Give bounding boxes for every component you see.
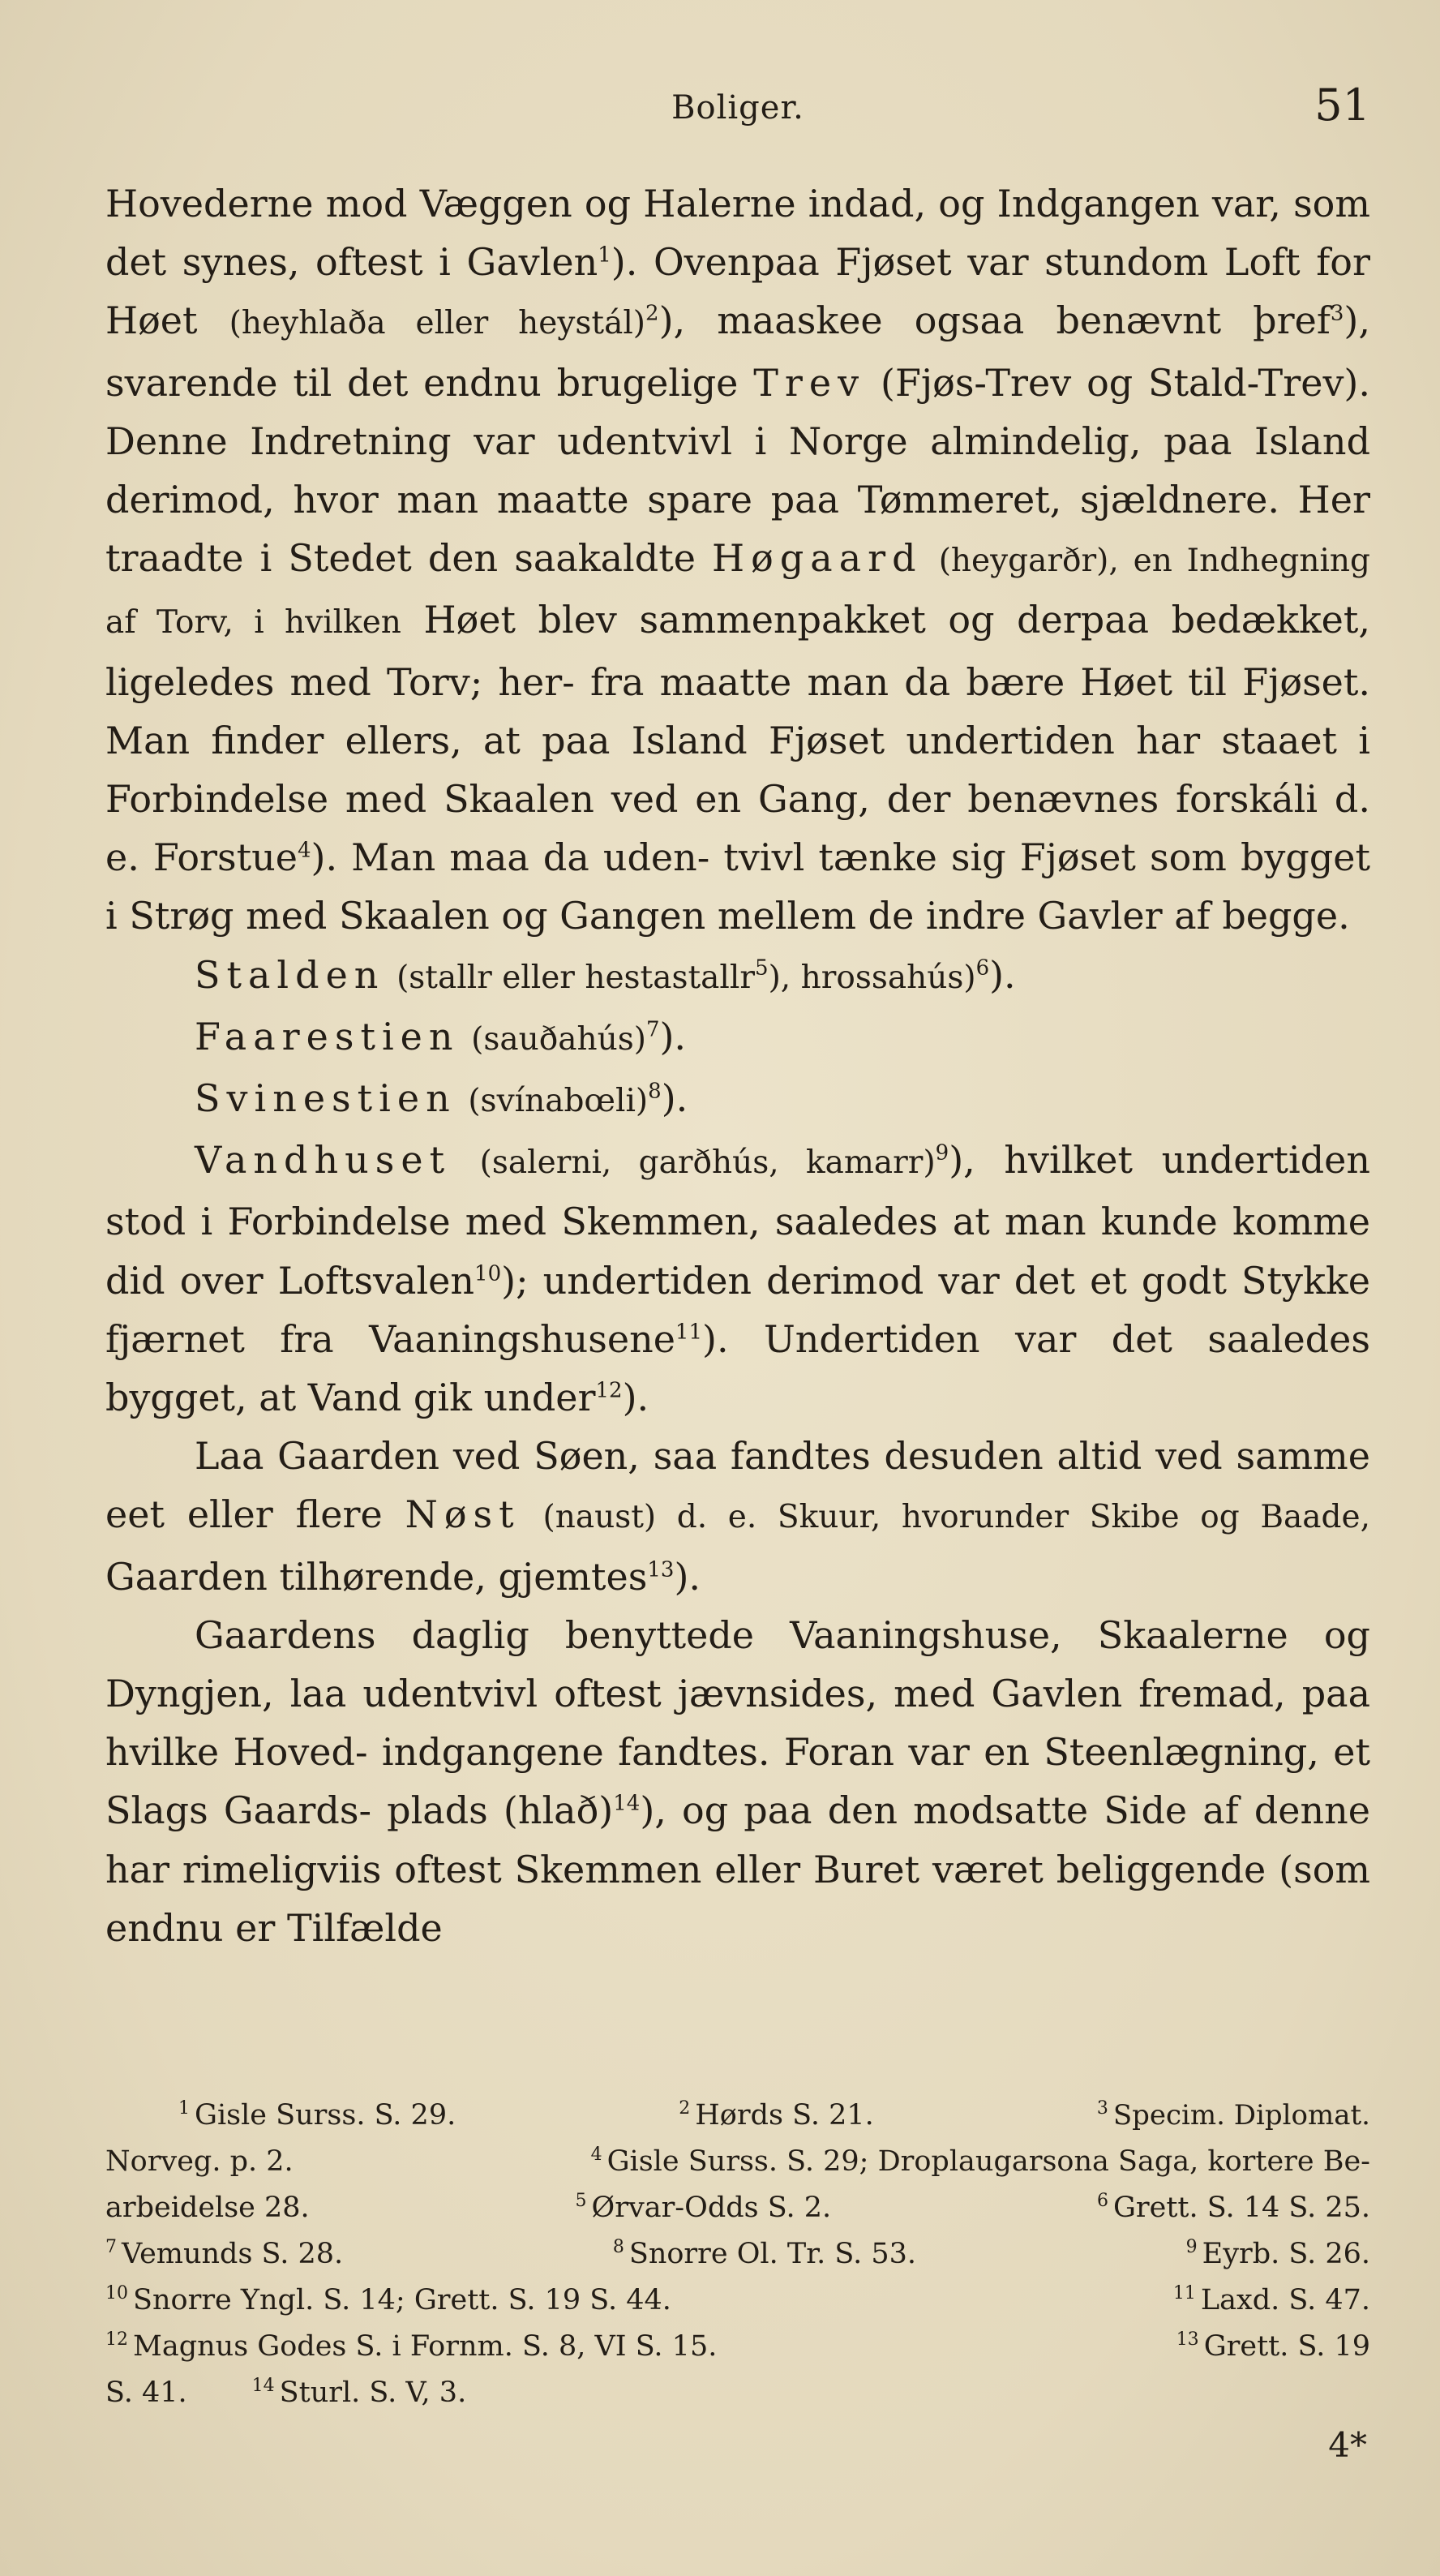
footnote-ref-9: 9	[935, 1140, 949, 1166]
footnote-ref-7: 7	[645, 1017, 660, 1042]
footnote-2: Hørds S. 21.	[695, 2099, 874, 2132]
footnote-14: Sturl. S. V, 3.	[279, 2376, 467, 2409]
body-text	[105, 174, 1370, 1957]
paragraph-svinestien: Svinestien (svínabœli)$^8$).	[195, 1076, 688, 1121]
footnote-ref-12: 12	[595, 1378, 623, 1403]
footnote-ref-8: 8	[648, 1079, 662, 1104]
footnote-ref-13: 13	[647, 1557, 675, 1582]
footnote-ref-6: 6	[975, 955, 990, 981]
term-noest: Nøst	[405, 1492, 521, 1537]
term-vandhuset: Vandhuset	[195, 1138, 452, 1183]
footnote-5: Ørvar-Odds S. 2.	[591, 2192, 832, 2224]
footnote-9: Eyrb. S. 26.	[1202, 2238, 1371, 2270]
footnote-ref-5: 5	[755, 955, 769, 981]
footnote-line: Norveg. p. 2. $^4$ Gisle Surss. S. 29; Droplaugarsona Saga, kortere Be-	[105, 2139, 1370, 2185]
footnote-line: S. 41. $^{14}$ Sturl. S. V, 3.	[105, 2370, 1370, 2416]
footnote-ref-1: 1	[598, 243, 611, 268]
footnote-13-cont: S. 41.	[105, 2376, 187, 2409]
page-number: 51	[1314, 79, 1370, 131]
paragraph-1: Hovederne mod Væggen og Halerne indad, og Indgangen var, som det synes, oftest i Gavlen$^1$). Ovenpaa Fjøset var stundom Loft for Høet (heyhlaða eller heystál)$^2$), maaskee ogsaa benævnt þref$^3$), svarende til det endnu brugelige Trev (Fjøs-Trev og Stald-Trev). Denne Indretning var udentvivl i Norge almindelig, paa Island derimod, hvor man maatte spare paa Tømmeret, sjældnere. Her traadte i Stedet den saakaldte Høgaard (heygarðr), en Indhegning af Torv, i hvilken Høet blev sammenpakket og derpaa bedækket, ligeledes med Torv; her- fra maatte man da bære Høet til Fjøset. Man finder ellers, at paa Island Fjøset undertiden har staaet i Forbindelse med Skaalen ved en Gang, der benævnes forskáli d. e. Forstue$^4$). Man maa da uden- tvivl tænke sig Fjøset som bygget i Strøg med Skaalen og Gangen mellem de indre Gavler af begge.	[105, 182, 1371, 938]
footnote-ref-2: 2	[645, 302, 659, 327]
footnote-11: Laxd. S. 47.	[1200, 2284, 1370, 2316]
footnote-4-cont: arbeidelse 28.	[105, 2192, 310, 2224]
footnote-line: $^{10}$ Snorre Yngl. S. 14; Grett. S. 19 S. 44. $^{11}$ Laxd. S. 47.	[105, 2283, 1370, 2316]
footnote-7: Vemunds S. 28.	[122, 2238, 344, 2270]
footnote-13: Grett. S. 19	[1203, 2330, 1370, 2363]
footnote-3: Specim. Diplomat.	[1112, 2099, 1370, 2132]
footnote-10: Snorre Yngl. S. 14; Grett. S. 19 S. 44.	[133, 2284, 671, 2316]
running-head: Boliger.	[671, 89, 804, 127]
footnote-3-cont: Norveg. p. 2.	[105, 2145, 294, 2178]
term-hoegaard: Høgaard	[712, 536, 923, 581]
footnote-8: Snorre Ol. Tr. S. 53.	[628, 2238, 916, 2270]
footnote-ref-10: 10	[474, 1261, 502, 1286]
footnote-6: Grett. S. 14 S. 25.	[1112, 2192, 1371, 2224]
footnote-line: $^7$ Vemunds S. 28. $^8$ Snorre Ol. Tr. S. 53. $^9$ Eyrb. S. 26.	[105, 2237, 1371, 2270]
term-stalden: Stalden	[195, 952, 385, 997]
footnote-ref-4: 4	[297, 838, 311, 863]
footnotes	[105, 2093, 1370, 2416]
footnote-4: Gisle Surss. S. 29; Droplaugarsona Saga, kortere Be-	[606, 2145, 1370, 2178]
paragraph-stalden: Stalden (stallr eller hestastallr$^5$), hrossahús)$^6$).	[195, 952, 1016, 997]
footnote-line: $^1$ Gisle Surss. S. 29. $^2$ Hørds S. 21. $^3$ Specim. Diplomat.	[178, 2098, 1370, 2132]
paragraph-vandhuset: Vandhuset (salerni, garðhús, kamarr)$^9$), hvilket undertiden stod i Forbindelse med Skemmen, saaledes at man kunde komme did over Loftsvalen$^{10}$); undertiden derimod var det et godt Stykke fjærnet fra Vaaningshusene$^{11}$). Undertiden var det saaledes bygget, at Vand gik under$^{12}$).	[105, 1138, 1371, 1420]
paragraph-faarestien: Faarestien (sauðahús)$^7$).	[195, 1014, 687, 1058]
footnote-line: arbeidelse 28. $^5$ Ørvar-Odds S. 2. $^6$ Grett. S. 14 S. 25.	[105, 2185, 1370, 2231]
term-trev: Trev	[753, 360, 866, 405]
footnote-ref-11: 11	[675, 1320, 703, 1345]
term-svinestien: Svinestien	[195, 1076, 456, 1121]
footnote-12: Magnus Godes S. i Fornm. S. 8, VI S. 15.	[133, 2330, 718, 2363]
footnote-line: $^{12}$ Magnus Godes S. i Fornm. S. 8, VI S. 15. $^{13}$ Grett. S. 19	[105, 2329, 1370, 2363]
paragraph-noest: Laa Gaarden ved Søen, saa fandtes desuden altid ved samme eet eller flere Nøst (naust) d. e. Skuur, hvorunder Skibe og Baade, Gaarden tilhørende, gjemtes$^{13}$).	[105, 1434, 1371, 1599]
signature-mark: 4*	[1328, 2425, 1367, 2465]
term-faarestien: Faarestien	[195, 1014, 460, 1058]
footnote-1: Gisle Surss. S. 29.	[195, 2099, 456, 2132]
footnote-ref-3: 3	[1330, 302, 1344, 327]
footnote-ref-14: 14	[613, 1792, 641, 1817]
paragraph-gaardens: Gaardens daglig benyttede Vaaningshuse, Skaalerne og Dyngjen, laa udentvivl oftest jævnsides, med Gavlen fremad, paa hvilke Hoved- indgangene fandtes. Foran var en Steenlægning, et Slags Gaards- plads (hlað)$^{14}$), og paa den modsatte Side af denne har rimeligviis oftest Skemmen eller Buret været beliggende (som endnu er Tilfælde	[105, 1612, 1371, 1950]
page-header	[105, 75, 1370, 140]
